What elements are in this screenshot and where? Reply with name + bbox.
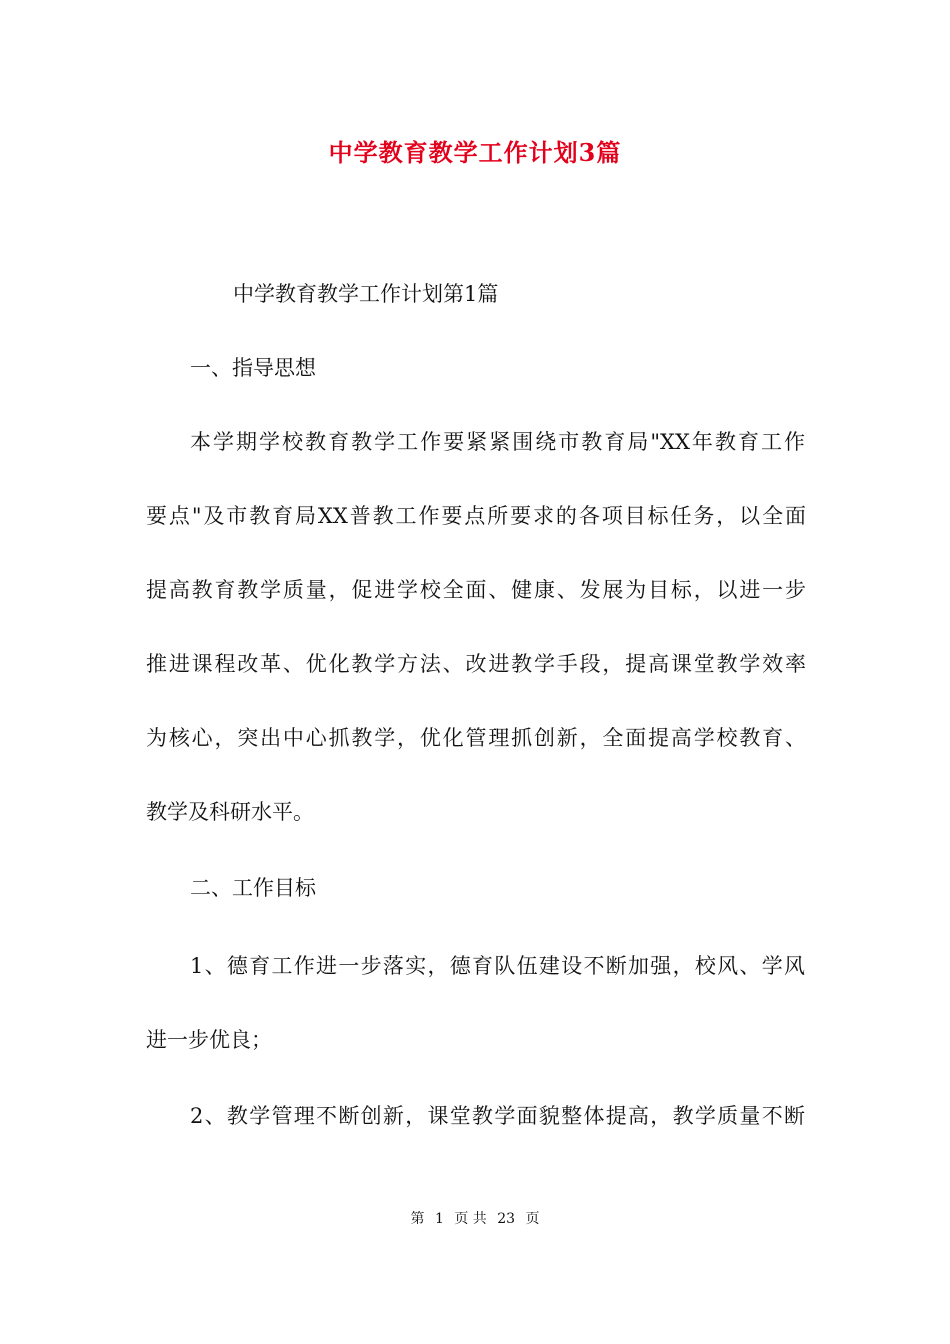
footer-prefix: 第: [410, 1211, 425, 1227]
paragraph-line: 推进课程改革、优化教学方法、改进教学手段，提高课堂教学效率: [146, 652, 806, 676]
goal-item-line: 进一步优良；: [146, 1028, 272, 1052]
paragraph-line: 提高教育教学质量，促进学校全面、健康、发展为目标，以进一步: [146, 578, 806, 602]
article-subtitle: 中学教育教学工作计划第1篇: [233, 282, 499, 306]
footer-current-page: 1: [434, 1211, 444, 1227]
goal-item-line: 2、教学管理不断创新，课堂教学面貌整体提高，教学质量不断: [190, 1104, 805, 1128]
page-footer: [0, 1208, 950, 1230]
section-heading-guiding-ideology: 一、指导思想: [190, 356, 316, 380]
section-heading-work-goals: 二、工作目标: [190, 876, 316, 900]
footer-total-pages: 23: [497, 1211, 516, 1227]
document-title: 中学教育教学工作计划3篇: [328, 138, 622, 167]
paragraph-line: 教学及科研水平。: [146, 800, 314, 824]
paragraph-line: 本学期学校教育教学工作要紧紧围绕市教育局"XX年教育工作: [190, 430, 805, 454]
footer-suffix: 页: [525, 1211, 540, 1227]
goal-item-line: 1、德育工作进一步落实，德育队伍建设不断加强，校风、学风: [190, 954, 805, 978]
paragraph-line: 为核心，突出中心抓教学，优化管理抓创新，全面提高学校教育、: [146, 726, 806, 750]
footer-middle: 页 共: [454, 1211, 487, 1227]
paragraph-line: 要点"及市教育局XX普教工作要点所要求的各项目标任务，以全面: [146, 504, 806, 528]
